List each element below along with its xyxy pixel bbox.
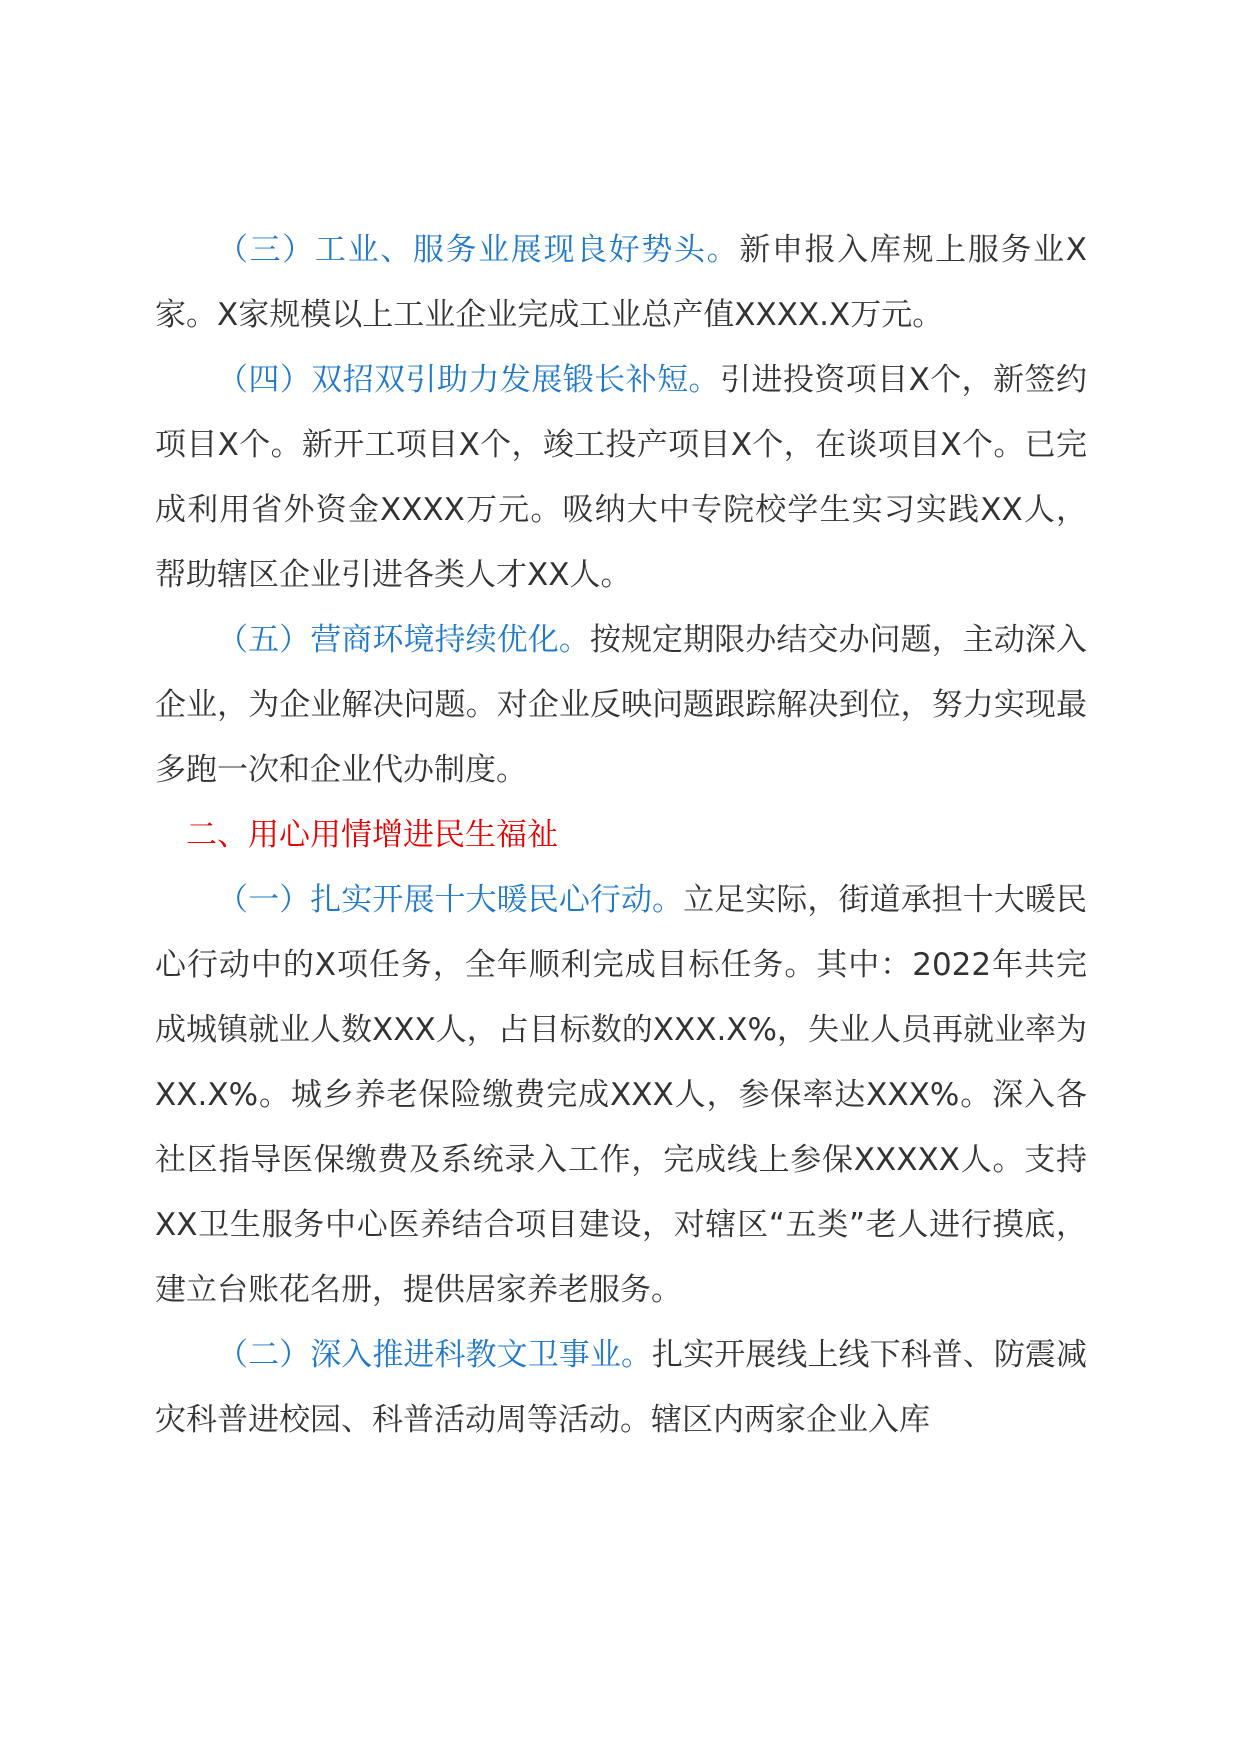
- section-heading: 二、用心用情增进民生福祉: [186, 817, 558, 853]
- paragraph-heading: （一）扎实开展十大暖民心行动。: [217, 882, 684, 918]
- document-body: [155, 218, 1087, 1453]
- paragraph-text: 扎实开展线上线下科普、防震减灾科普进校园、科普活动周等活动。辖区内两家企业入库: [155, 1337, 1088, 1438]
- paragraph-text: 引进投资项目X个，新签约项目X个。新开工项目X个，竣工投产项目X个，在谈项目X个。已完成利用省外资金XXXX万元。吸纳大中专院校学生实习实践XX人，帮助辖区企业引进各类人才XX人。: [155, 362, 1087, 593]
- paragraph-industry-services: [155, 218, 1087, 348]
- paragraph-text: 新申报入库规上服务业X家。X家规模以上工业企业完成工业总产值XXXX.X万元。: [155, 232, 1087, 333]
- paragraph-heading: （四）双招双引助力发展锻长补短。: [217, 362, 720, 398]
- paragraph-text: 按规定期限办结交办问题，主动深入企业，为企业解决问题。对企业反映问题跟踪解决到位，努力实现最多跑一次和企业代办制度。: [155, 622, 1088, 788]
- paragraph-heading: （二）深入推进科教文卫事业。: [217, 1337, 653, 1373]
- paragraph-investment-talent: [155, 348, 1087, 608]
- paragraph-heading: （五）营商环境持续优化。: [217, 622, 590, 658]
- paragraph-business-environment: [155, 608, 1087, 803]
- paragraph-livelihood-actions: [155, 868, 1087, 1323]
- paragraph-heading: （三）工业、服务业展现良好势头。: [217, 232, 740, 268]
- paragraph-text: 立足实际，街道承担十大暖民心行动中的X项任务，全年顺利完成目标任务。其中：2022年共完成城镇就业人数XXX人，占目标数的XXX.X%，失业人员再就业率为XX.X%。城乡养老保险缴费完成XXX人，参保率达XXX%。深入各社区指导医保缴费及系统录入工作，完成线上参保XXXXX人。支持XX卫生服务中心医养结合项目建设，对辖区“五类”老人进行摸底，建立台账花名册，提供居家养老服务。: [155, 882, 1087, 1308]
- paragraph-science-education: [155, 1323, 1087, 1453]
